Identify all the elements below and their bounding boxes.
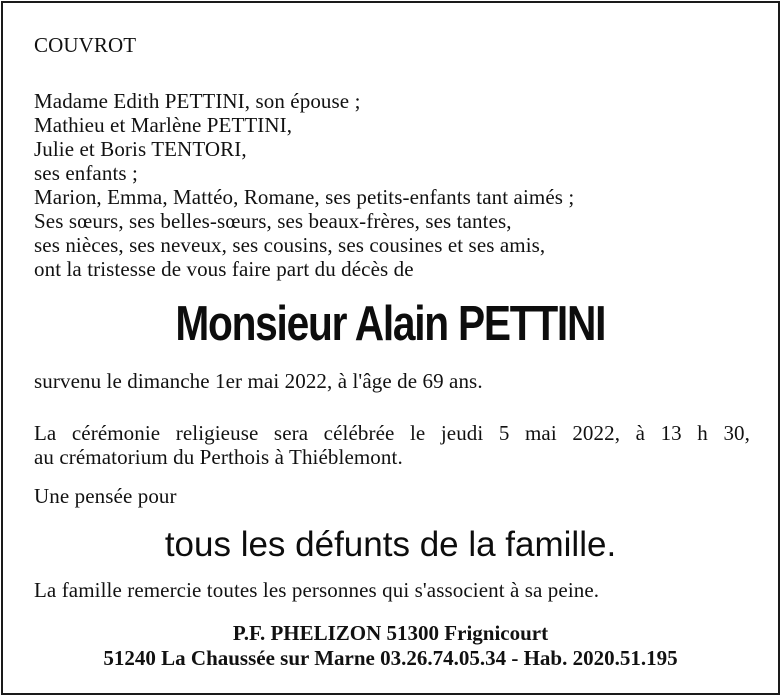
funeral-home-name: P.F. PHELIZON 51300 Frignicourt xyxy=(232,621,549,645)
thought-line: Une pensée pour xyxy=(34,484,177,508)
family-line: ses nièces, ses neveux, ses cousins, ses cousines et ses amis, xyxy=(34,233,546,257)
funeral-home-contact: 51240 La Chaussée sur Marne 03.26.74.05.34 - Hab. 2020.51.195 xyxy=(103,646,678,670)
death-notice xyxy=(1,1,780,695)
ceremony-line: La cérémonie religieuse sera célébrée le jeudi 5 mai 2022, à 13 h 30, xyxy=(34,421,750,445)
family-line: Marion, Emma, Mattéo, Romane, ses petits-enfants tant aimés ; xyxy=(34,185,575,209)
family-line: ses enfants ; xyxy=(34,161,138,185)
death-date-line: survenu le dimanche 1er mai 2022, à l'âge de 69 ans. xyxy=(34,369,483,393)
dedication-line: tous les défunts de la famille. xyxy=(164,525,617,564)
family-list xyxy=(34,89,574,281)
family-line: Madame Edith PETTINI, son épouse ; xyxy=(34,89,361,113)
place-name: COUVROT xyxy=(34,33,137,57)
thanks-line: La famille remercie toutes les personnes qui s'associent à sa peine. xyxy=(34,578,600,602)
funeral-home-info xyxy=(3,621,778,671)
family-line: ont la tristesse de vous faire part du décès de xyxy=(34,257,414,281)
family-line: Ses sœurs, ses belles-sœurs, ses beaux-frères, ses tantes, xyxy=(34,209,512,233)
family-line: Mathieu et Marlène PETTINI, xyxy=(34,113,293,137)
ceremony-line: au crématorium du Perthois à Thiéblemont. xyxy=(34,445,403,469)
deceased-name: Monsieur Alain PETTINI xyxy=(175,297,606,351)
family-line: Julie et Boris TENTORI, xyxy=(34,137,247,161)
ceremony-details xyxy=(34,421,750,469)
